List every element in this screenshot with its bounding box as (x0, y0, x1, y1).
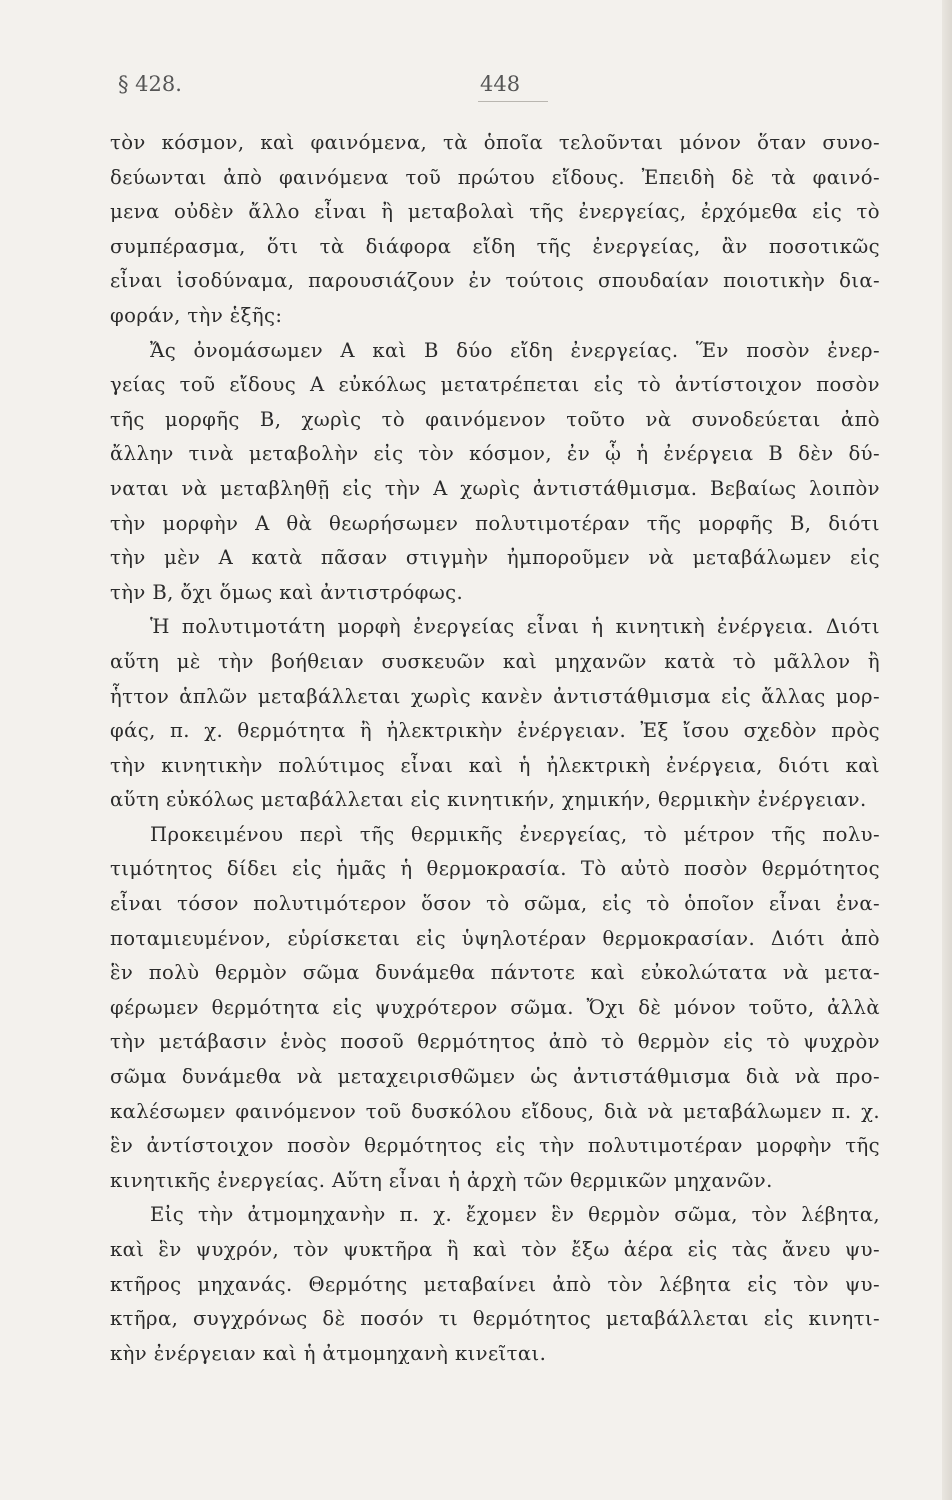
text-line: γείας τοῦ εἴδους Α εὐκόλως μετατρέπεται εἰς τὸ ἀντίστοιχον ποσὸν (110, 373, 880, 397)
text-line: εἶναι τόσον πολυτιμότερον ὅσον τὸ σῶμα, εἰς τὸ ὁποῖον εἶναι ἐνα- (110, 892, 880, 916)
text-line: κτῆρα, συγχρόνως δὲ ποσόν τι θερμότητος μεταβάλλεται εἰς κινητι- (110, 1307, 880, 1331)
page-number: 448 (480, 72, 521, 96)
text-line: κινητικῆς ἐνεργείας. Αὕτη εἶναι ἡ ἀρχὴ τῶν θερμικῶν μηχανῶν. (110, 1168, 773, 1192)
text-line: τὴν κινητικὴν πολύτιμος εἶναι καὶ ἡ ἠλεκτρικὴ ἐνέργεια, διότι καὶ (110, 753, 880, 777)
text-line: τιμότητος δίδει εἰς ἡμᾶς ἡ θερμοκρασία. Τὸ αὐτὸ ποσὸν θερμότητος (110, 857, 880, 881)
paragraph-1 (110, 126, 880, 334)
text-line: καλέσωμεν φαινόμενον τοῦ δυσκόλου εἴδους, διὰ νὰ μεταβάλωμεν π. χ. (110, 1099, 880, 1123)
text-line: ἓν ἀντίστοιχον ποσὸν θερμότητος εἰς τὴν πολυτιμοτέραν μορφὴν τῆς (110, 1134, 880, 1158)
page-header (118, 72, 878, 108)
text-line: αὕτη εὐκόλως μεταβάλλεται εἰς κινητικήν, χημικήν, θερμικὴν ἐνέργειαν. (110, 788, 867, 812)
text-line: αὕτη μὲ τὴν βοήθειαν συσκευῶν καὶ μηχανῶν κατὰ τὸ μᾶλλον ἢ (110, 649, 880, 673)
text-line: εἶναι ἰσοδύναμα, παρουσιάζουν ἐν τούτοις σπουδαίαν ποιοτικὴν δια- (110, 269, 880, 293)
text-line: κτῆρος μηχανάς. Θερμότης μεταβαίνει ἀπὸ τὸν λέβητα εἰς τὸν ψυ- (110, 1272, 880, 1296)
text-line: τὴν μετάβασιν ἑνὸς ποσοῦ θερμότητος ἀπὸ τὸ θερμὸν εἰς τὸ ψυχρὸν (110, 1030, 880, 1054)
section-number: § 428. (118, 72, 182, 96)
paragraph-5 (110, 1198, 880, 1371)
text-line: ναται νὰ μεταβληθῇ εἰς τὴν Α χωρὶς ἀντιστάθμισμα. Βεβαίως λοιπὸν (110, 476, 880, 500)
text-line: Ἡ πολυτιμοτάτη μορφὴ ἐνεργείας εἶναι ἡ κινητικὴ ἐνέργεια. Διότι (150, 615, 880, 639)
text-line: τὴν μὲν Α κατὰ πᾶσαν στιγμὴν ἠμποροῦμεν νὰ μεταβάλωμεν εἰς (110, 546, 880, 570)
text-line: τὸν κόσμον, καὶ φαινόμενα, τὰ ὁποῖα τελοῦνται μόνον ὅταν συνο- (110, 131, 880, 154)
body-text (110, 126, 880, 1371)
text-line: φοράν, τὴν ἑξῆς: (110, 303, 283, 327)
text-line: τῆς μορφῆς Β, χωρὶς τὸ φαινόμενον τοῦτο νὰ συνοδεύεται ἀπὸ (110, 407, 880, 431)
text-line: ἧττον ἁπλῶν μεταβάλλεται χωρὶς κανὲν ἀντιστάθμισμα εἰς ἄλλας μορ- (110, 684, 880, 708)
text-line: Εἰς τὴν ἀτμομηχανὴν π. χ. ἔχομεν ἓν θερμὸν σῶμα, τὸν λέβητα, (150, 1203, 880, 1227)
text-line: ἓν πολὺ θερμὸν σῶμα δυνάμεθα πάντοτε καὶ εὐκολώτατα νὰ μετα- (110, 961, 880, 985)
header-divider (478, 101, 548, 102)
text-line: Προκειμένου περὶ τῆς θερμικῆς ἐνεργείας, τὸ μέτρον τῆς πολυ- (150, 822, 880, 846)
text-line: δεύωνται ἀπὸ φαινόμενα τοῦ πρώτου εἴδους. Ἐπειδὴ δὲ τὰ φαινό- (110, 165, 880, 189)
paragraph-4 (110, 818, 880, 1199)
text-line: μενα οὐδὲν ἄλλο εἶναι ἢ μεταβολαὶ τῆς ἐνεργείας, ἐρχόμεθα εἰς τὸ (110, 200, 880, 224)
text-line: κὴν ἐνέργειαν καὶ ἡ ἀτμομηχανὴ κινεῖται. (110, 1341, 547, 1365)
page-edge (942, 0, 952, 1500)
text-line: ἄλλην τινὰ μεταβολὴν εἰς τὸν κόσμον, ἐν ᾧ ἡ ἐνέργεια Β δὲν δύ- (110, 442, 880, 466)
text-line: φέρωμεν θερμότητα εἰς ψυχρότερον σῶμα. Ὄχι δὲ μόνον τοῦτο, ἀλλὰ (110, 995, 880, 1019)
text-line: τὴν μορφὴν Α θὰ θεωρήσωμεν πολυτιμοτέραν τῆς μορφῆς Β, διότι (110, 511, 880, 535)
paragraph-3 (110, 610, 880, 818)
text-line: φάς, π. χ. θερμότητα ἢ ἠλεκτρικὴν ἐνέργειαν. Ἐξ ἴσου σχεδὸν πρὸς (110, 719, 880, 743)
text-line: συμπέρασμα, ὅτι τὰ διάφορα εἴδη τῆς ἐνεργείας, ἂν ποσοτικῶς (110, 234, 880, 258)
paragraph-2 (110, 334, 880, 611)
text-line: ποταμιευμένον, εὑρίσκεται εἰς ὑψηλοτέραν θερμοκρασίαν. Διότι ἀπὸ (110, 926, 880, 950)
text-line: Ἄς ὀνομάσωμεν Α καὶ Β δύο εἴδη ἐνεργείας. Ἕν ποσὸν ἐνερ- (150, 338, 880, 362)
text-line: καὶ ἓν ψυχρόν, τὸν ψυκτῆρα ἢ καὶ τὸν ἔξω ἀέρα εἰς τὰς ἄνευ ψυ- (110, 1238, 880, 1261)
text-line: τὴν Β, ὄχι ὅμως καὶ ἀντιστρόφως. (110, 580, 464, 604)
text-line: σῶμα δυνάμεθα νὰ μεταχειρισθῶμεν ὡς ἀντιστάθμισμα διὰ νὰ προ- (110, 1065, 880, 1089)
